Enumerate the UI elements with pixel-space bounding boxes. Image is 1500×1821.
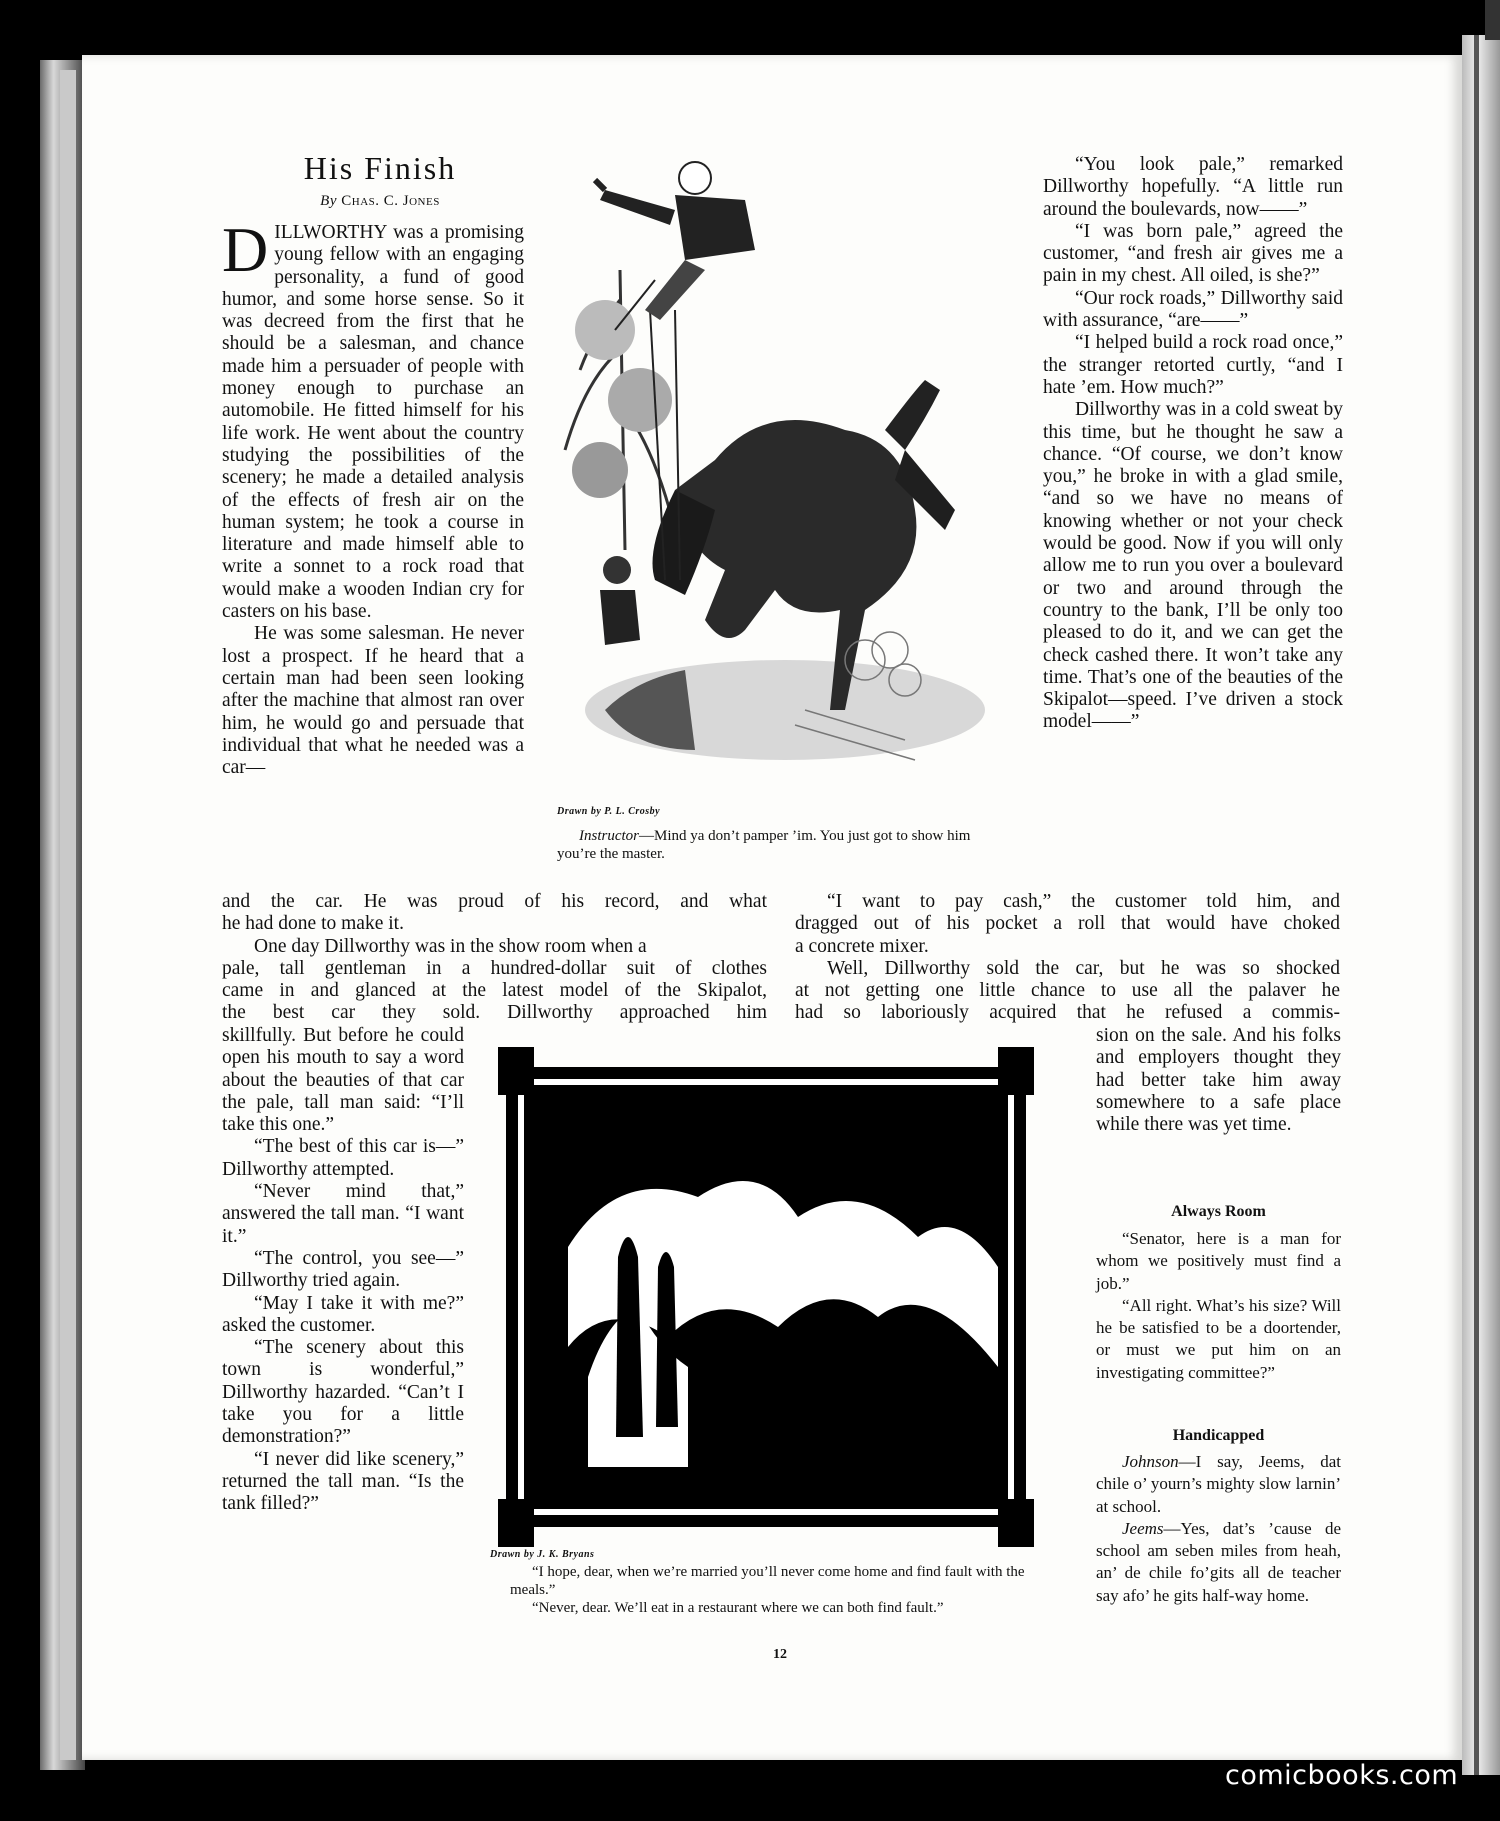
caption-text: —Mind ya don’t pamper ’im. You just got to show him you’re the master. — [557, 828, 971, 862]
col3-para: “Our rock roads,” Dillworthy said with assurance, “are——” — [1043, 287, 1343, 332]
column-left — [222, 214, 524, 779]
wide-line: “I want to pay cash,” the customer told him, and — [827, 891, 1340, 912]
corner-post-tl — [498, 1047, 534, 1095]
dialogue-line: —Yes, dat’s ’cause de school am seben miles from heah, an’ de chile fo’gits all de teacher say afo’ he gits half-way home. — [1096, 1518, 1341, 1605]
wide-line: the best car they sold. Dillworthy approached him — [222, 1002, 767, 1024]
tree-foliage — [575, 300, 635, 360]
narrow-para: “The best of this car is—” Dillworthy attempted. — [222, 1136, 464, 1180]
sidebar-always-room — [1096, 1228, 1341, 1384]
caption-speaker: Instructor — [579, 828, 639, 844]
rider-coat — [675, 195, 755, 260]
horse-tail — [885, 380, 940, 450]
narrow-para: “I never did like scenery,” returned the tall man. “Is the tank filled?” — [222, 1448, 464, 1515]
article-byline — [230, 193, 530, 210]
narrow-para: “The scenery about this town is wonderful,” Dillworthy hazarded. “Can’t I take you for a little demonstration?” — [222, 1337, 464, 1448]
col3-para: “I was born pale,” agreed the customer, “and fresh air gives me a pain in my chest. All oiled, is she?” — [1043, 220, 1343, 287]
onlooker-body — [600, 590, 640, 645]
credit-bryans: Drawn by J. K. Bryans — [490, 1549, 595, 1560]
rider-boot — [595, 180, 605, 190]
wide-line: pale, tall gentleman in a hundred-dollar suit of clothes — [222, 957, 767, 979]
narrow-column-right — [1096, 1025, 1341, 1136]
col3-para: “I helped build a rock road once,” the stranger retorted curtly, “and I hate ’em. How much?” — [1043, 332, 1343, 398]
caption-bryans — [510, 1563, 1050, 1617]
pergola — [698, 1377, 728, 1442]
narrow-para: “Never mind that,” answered the tall man. “I want it.” — [222, 1181, 464, 1247]
sidebar-para: “Senator, here is a man for whom we positively must find a job.” — [1096, 1229, 1341, 1293]
caption-line: “I hope, dear, when we’re married you’ll never come home and find fault with the meals.” — [510, 1564, 1025, 1598]
wide-line: came in and glanced at the latest model of the Skipalot, — [222, 980, 767, 1002]
bucking-horse-illustration — [545, 150, 1005, 790]
credit-crosby: Drawn by P. L. Crosby — [557, 806, 661, 817]
wide-line: Well, Dillworthy sold the car, but he was so shocked — [827, 957, 1340, 979]
wide-line: One day Dillworthy was in the show room when a — [254, 935, 647, 957]
narrow-para: “The control, you see—” Dillworthy tried again. — [222, 1247, 464, 1292]
bush — [605, 670, 695, 750]
wide-band-left — [222, 891, 767, 1025]
col3-para: “You look pale,” remarked Dillworthy hopefully. “A little run around the boulevards, now——” — [1043, 154, 1343, 220]
page-number: 12 — [773, 1647, 787, 1662]
wide-line: and the car. He was proud of his record, and what — [222, 891, 767, 912]
wide-line: a concrete mixer. — [795, 935, 929, 957]
wide-line: at not getting one little chance to use all the palaver he — [795, 980, 1340, 1002]
first-paragraph: ILLWORTHY was a promising young fellow with an engaging personality, a fund of good humor, and some horse sense. So it was decreed from the first that he should be a salesman, and chance made him a persuader of people with money enough to purchase an automobile. He fitted himself for his life work. He went about the country studying the possibilities of the scenery; he made a detailed analysis of the effects of fresh air on the human system; he took a course in literature and made himself able to write a sonnet to a rock road that would make a wooden Indian cry for casters on his base. — [222, 222, 524, 623]
wide-line: he had done to make it. — [222, 913, 404, 935]
narrow-para: skillfully. But before he could open his mouth to say a word about the beauties of that car the pale, tall man said: “I’ll take this one.” — [222, 1025, 464, 1136]
corner-post-tr — [998, 1047, 1034, 1095]
wide-line: had so laboriously acquired that he refused a commis- — [795, 1002, 1340, 1024]
speaker-name: Jeems — [1122, 1518, 1164, 1538]
sidebar-heading: Always Room — [1171, 1203, 1266, 1220]
article-title: His Finish — [303, 150, 457, 186]
column-right — [1043, 154, 1343, 734]
rider-leg-raised — [600, 190, 675, 225]
dialogue-line: —I say, Jeems, dat chile o’ yourn’s mighty slow larnin’ at school. — [1096, 1452, 1341, 1516]
wide-band-right — [795, 891, 1340, 1025]
col3-para: Dillworthy was in a cold sweat by this time, but he thought he saw a chance. “Of course, we don’t know you,” he broke in with a glad smile, “and so we have no means of knowing whether or not your check would be good. Now if you will only allow me to run you over a boulevard or two and around through the country to the bank, I’ll be only too pleased to do it, and we can get the check cashed there. It won’t take any time. That’s one of the beauties of the Skipalot—speed. I’ve driven a stock model——” — [1043, 399, 1343, 733]
caption-crosby — [557, 827, 987, 863]
ground — [524, 1477, 1008, 1509]
drop-cap: D — [222, 214, 269, 285]
wide-line: dragged out of his pocket a roll that would have choked — [795, 913, 1340, 935]
watermark: comicbooks.com — [1225, 1760, 1459, 1791]
rider-head — [679, 162, 711, 194]
sidebar-handicapped — [1096, 1451, 1341, 1607]
byline-prefix: By — [320, 193, 337, 209]
sidebar-para: “All right. What’s his size? Will he be satisfied to be a doortender, or must we put him on an investigating committee?” — [1096, 1295, 1341, 1382]
onlooker-head — [603, 556, 631, 584]
page-edge-line — [1474, 35, 1479, 1775]
scan-corner — [1485, 0, 1500, 40]
caption-line: “Never, dear. We’ll eat in a restaurant where we can both find fault.” — [532, 1600, 944, 1616]
narrow-column-left — [222, 1025, 464, 1516]
second-paragraph: He was some salesman. He never lost a prospect. If he heard that a certain man had been seen looking after the machine that almost ran over him, he would go and persuade that individual that what he needed was a car— — [222, 623, 524, 779]
narrow-para: “May I take it with me?” asked the customer. — [222, 1292, 464, 1336]
speaker-name: Johnson — [1122, 1452, 1179, 1471]
sidebar-heading: Handicapped — [1172, 1427, 1265, 1444]
tree-foliage-2 — [608, 368, 672, 432]
byline-author: Chas. C. Jones — [341, 193, 440, 209]
narrow-para: sion on the sale. And his folks and employers thought they had better take him away somewhere to a safe place while there was yet time. — [1096, 1025, 1341, 1136]
silhouette-illustration — [498, 1047, 1034, 1547]
page-edge-right — [1462, 35, 1500, 1775]
tree-foliage-3 — [572, 442, 628, 498]
book-binding-inner — [60, 70, 76, 1760]
